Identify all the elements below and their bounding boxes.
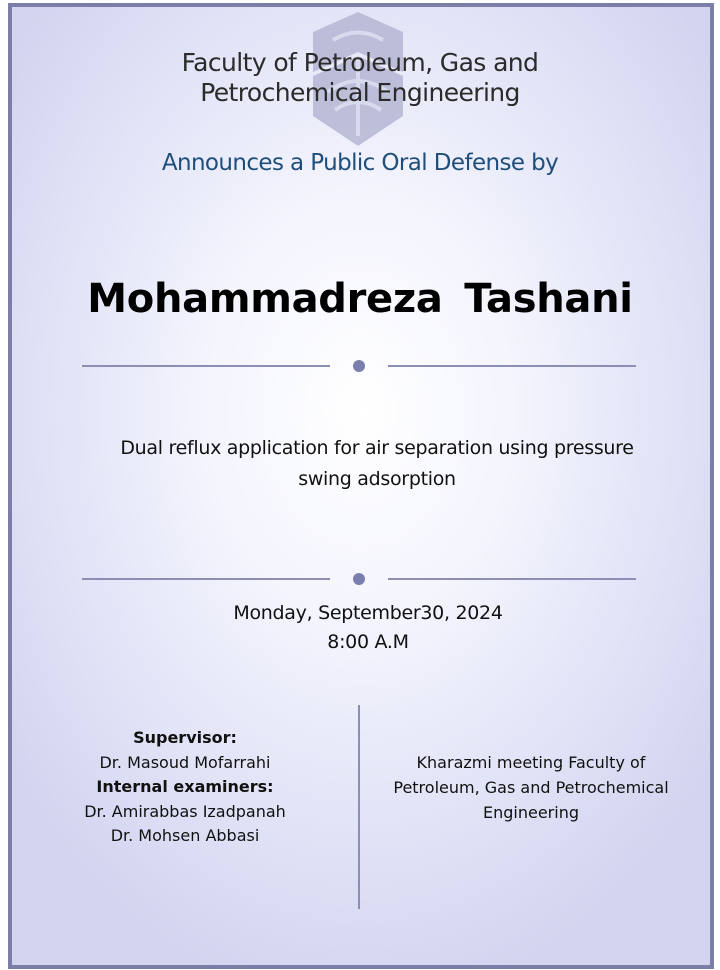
examiner-name-2: Dr. Mohsen Abbasi [110,826,260,845]
thesis-title-line-2: swing adsorption [298,468,456,490]
venue-line-2: Petroleum, Gas and Petrochemical [393,778,669,797]
venue-line-1: Kharazmi meeting Faculty of [416,753,646,772]
thesis-title-line-1: Dual reflux application for air separation using pressure [120,437,634,459]
faculty-name-line-2: Petrochemical Engineering [200,78,520,107]
divider-line-right-top [388,365,636,367]
venue-line-3: Engineering [483,803,579,822]
committee-block [40,726,330,849]
divider-line-left-top [82,365,330,367]
defense-time: 8:00 A.M [327,631,409,653]
faculty-name-line-1: Faculty of Petroleum, Gas and [181,48,539,77]
announcement-heading: Announces a Public Oral Defense by [161,150,559,176]
examiner-name-1: Dr. Amirabbas Izadpanah [84,801,286,821]
defense-date: Monday, September30, 2024 [233,602,503,624]
vertical-separator [358,705,360,909]
venue-block [370,750,692,825]
divider-dot-top [353,360,365,372]
divider-line-right-bottom [388,578,636,580]
thesis-title [80,433,674,495]
supervisor-name: Dr. Masoud Mofarrahi [99,752,271,772]
divider-dot-bottom [353,573,365,585]
supervisor-label: Supervisor: [133,728,237,747]
examiners-label: Internal examiners: [96,777,274,796]
candidate-name: Mohammadreza Tashani [87,276,633,322]
divider-line-left-bottom [82,578,330,580]
